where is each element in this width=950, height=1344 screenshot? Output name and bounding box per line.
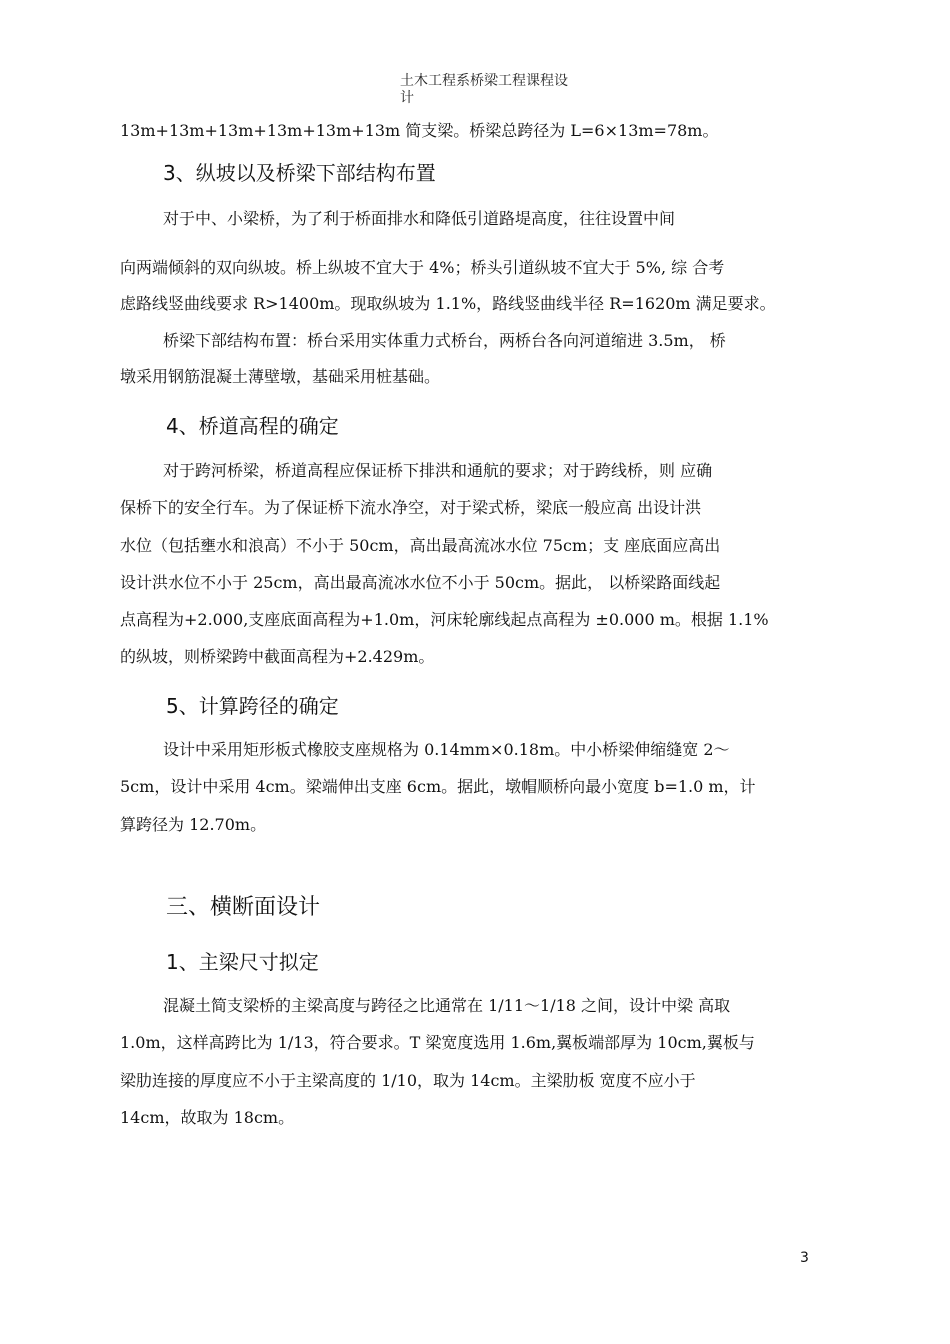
header-line-1: 土木工程系桥梁工程课程设 [400, 73, 568, 89]
section-3-line: 虑路线竖曲线要求 R>1400m。现取纵坡为 1.1%，路线竖曲线半径 R=1620m 满足要求。 [120, 294, 776, 313]
section-4-line: 的纵坡，则桥梁跨中截面高程为+2.429m。 [120, 647, 435, 666]
section-5-line: 5cm，设计中采用 4cm。梁端伸出支座 6cm。据此，墩帽顺桥向最小宽度 b=1.0 m，计 [120, 777, 756, 796]
page-number: 3 [800, 1250, 809, 1266]
section-5-line: 算跨径为 12.70m。 [120, 815, 267, 834]
intro-line: 13m+13m+13m+13m+13m+13m 简支梁。桥梁总跨径为 L=6×13m=78m。 [120, 121, 719, 140]
section-5-line: 设计中采用矩形板式橡胶支座规格为 0.14mm×0.18m。中小桥梁伸缩缝宽 2～ [163, 740, 730, 759]
section-1-line: 梁肋连接的厚度应不小于主梁高度的 1/10，取为 14cm。主梁肋板 宽度不应小于 [120, 1071, 696, 1090]
section-4-line: 点高程为+2.000,支座底面高程为+1.0m，河床轮廓线起点高程为 ±0.000 m。根据 1.1% [120, 610, 769, 629]
section-4-line: 水位（包括壅水和浪高）不小于 50cm，高出最高流冰水位 75cm；支 座底面应高出 [120, 536, 721, 555]
section-4-line: 保桥下的安全行车。为了保证桥下流水净空，对于梁式桥，梁底一般应高 出设计洪 [120, 498, 702, 517]
section-3-heading: 3、纵坡以及桥梁下部结构布置 [163, 161, 436, 185]
section-3-line: 对于中、小梁桥，为了利于桥面排水和降低引道路堤高度，往往设置中间 [163, 209, 676, 228]
section-4-heading: 4、桥道高程的确定 [166, 414, 339, 438]
section-3-line: 墩采用钢筋混凝土薄壁墩，基础采用桩基础。 [120, 367, 441, 386]
header-line-2: 计 [400, 90, 414, 106]
section-1-line: 混凝土简支梁桥的主梁高度与跨径之比通常在 1/11～1/18 之间，设计中梁 高取 [163, 996, 731, 1015]
section-5-heading: 5、计算跨径的确定 [166, 694, 339, 718]
section-1-heading: 1、主梁尺寸拟定 [166, 950, 319, 974]
section-1-line: 14cm，故取为 18cm。 [120, 1108, 295, 1127]
section-3-line: 桥梁下部结构布置：桥台采用实体重力式桥台，两桥台各向河道缩进 3.5m， 桥 [163, 331, 726, 350]
part-3-heading: 三、横断面设计 [166, 895, 321, 920]
page-header [400, 73, 600, 107]
section-4-line: 设计洪水位不小于 25cm，高出最高流冰水位不小于 50cm。据此， 以桥梁路面线起 [120, 573, 721, 592]
section-4-line: 对于跨河桥梁，桥道高程应保证桥下排洪和通航的要求；对于跨线桥，则 应确 [163, 461, 713, 480]
section-1-line: 1.0m，这样高跨比为 1/13，符合要求。T 梁宽度选用 1.6m,翼板端部厚为 10cm,翼板与 [120, 1033, 755, 1052]
section-3-line: 向两端倾斜的双向纵坡。桥上纵坡不宜大于 4%；桥头引道纵坡不宜大于 5%, 综 合考 [120, 258, 725, 277]
